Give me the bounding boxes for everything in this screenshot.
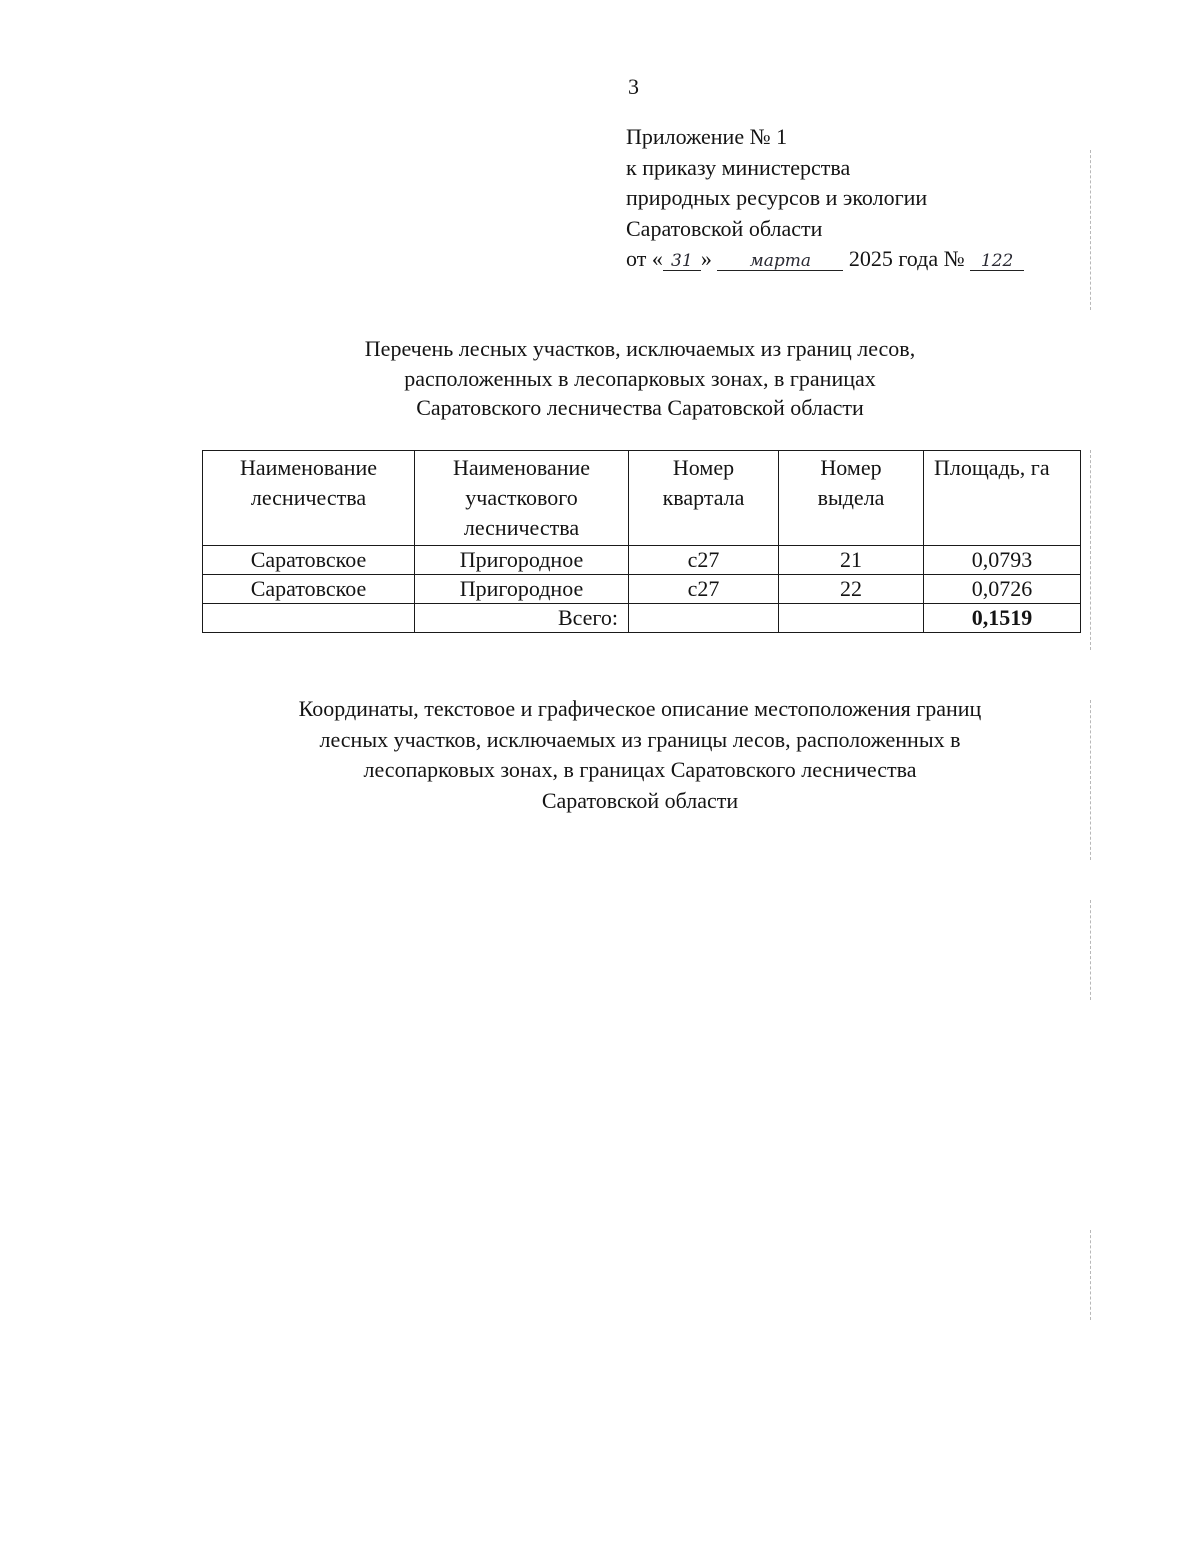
header-quarter-number: Номер квартала [629,451,779,546]
cell-district-forestry: Пригородное [415,546,629,575]
table-row [203,575,1081,604]
coordinates-title-line: лесных участков, исключаемых из границы лесов, расположенных в [319,726,961,752]
cell-forestry: Саратовское [203,546,415,575]
appendix-line: Саратовской области [626,215,823,241]
scan-edge-mark [1090,450,1091,650]
day-suffix: » [700,246,712,271]
forest-plots-table [202,450,1081,633]
list-title-line: расположенных в лесопарковых зонах, в границах [404,365,876,391]
cell-quarter: с27 [629,546,779,575]
cell-district-forestry: Пригородное [415,575,629,604]
scan-edge-mark [1090,700,1091,860]
coordinates-title-line: лесопарковых зонах, в границах Саратовского лесничества [363,757,917,782]
cell-area: 0,0726 [924,575,1081,604]
coordinates-title-line: Координаты, текстовое и графическое описание местоположения границ [298,696,982,721]
cell-quarter: с27 [629,575,779,604]
year-text: 2025 года № [848,246,965,271]
order-date-line [626,244,1024,275]
table-total-row [203,604,1081,633]
page-number: 3 [628,74,639,99]
handwritten-order-number: 122 [970,252,1024,271]
cell-forestry: Саратовское [203,575,415,604]
handwritten-month: марта [717,252,843,271]
coordinates-title [200,694,1080,816]
date-prefix: от « [626,246,663,271]
handwritten-day: 31 [663,252,701,271]
appendix-line: природных ресурсов и экологии [626,185,928,210]
header-area: Площадь, га [924,451,1081,546]
cell-allotment: 22 [779,575,924,604]
cell-allotment: 21 [779,546,924,575]
scan-edge-mark [1090,900,1091,1000]
coordinates-title-line: Саратовской области [541,787,739,813]
list-title [200,334,1080,423]
total-value: 0,1519 [924,604,1081,633]
appendix-line: Приложение № 1 [626,124,788,149]
scan-edge-mark [1090,150,1091,310]
total-label: Всего: [415,604,629,633]
header-allotment-number: Номер выдела [779,451,924,546]
list-title-line: Саратовского лесничества Саратовской области [416,395,864,420]
cell-area: 0,0793 [924,546,1081,575]
header-forestry: Наименование лесничества [203,451,415,546]
table-row [203,546,1081,575]
header-district-forestry: Наименование участкового лесничества [415,451,629,546]
table-header-row [203,451,1081,546]
cell-empty [779,604,924,633]
scan-edge-mark [1090,1230,1091,1320]
appendix-header [626,122,1024,275]
cell-empty [629,604,779,633]
appendix-line: к приказу министерства [626,154,851,180]
list-title-line: Перечень лесных участков, исключаемых из границ лесов, [364,336,916,361]
cell-empty [203,604,415,633]
